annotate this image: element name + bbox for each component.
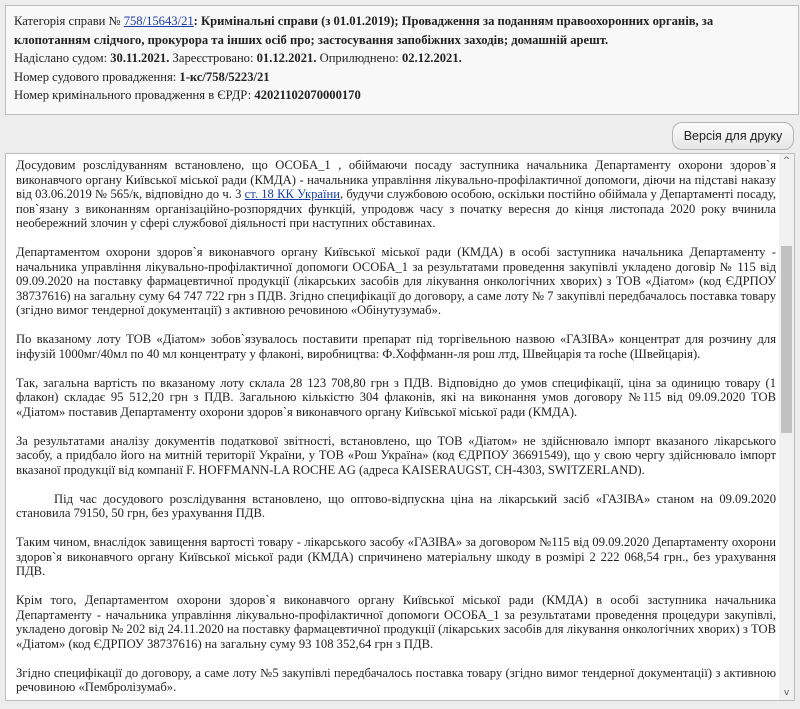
paragraph: За результатами аналізу документів податкової звітності, встановлено, що ТОВ «Діатом» не здійснювало імпорт вказаного лікарського засобу, а придбало його на митній території України, у ТОВ «Рош Україна» (код ЄДРПОУ 36691549), що у свою чергу здійснювало імпорт вказаної продукції від компанії F. HOFFMANN-LA ROCHE AG (адреса KAISERAUGST, CH-4303, SWITZERLAND).	[16, 433, 776, 477]
case-number-link[interactable]: 758/15643/21	[123, 14, 194, 28]
scroll-down-icon[interactable]: v	[783, 688, 790, 698]
paragraph: По вказаному лоту ТОВ «Діатом» зобов`язувалось поставити препарат під торгівельною назвою «ГАЗІВА» концентрат для розчину для інфузій 1000мг/40мл по 40 мл концентрату у флаконі, виробництва: Ф.Хоффманн-ля рош лтд, Швейцарія та roche (Швейцарія).	[16, 332, 776, 361]
paragraph: Департаментом охорони здоров`я виконавчого органу Київської міської ради (КМДА) в особі заступника начальника Департаменту - начальника управління лікувально-профілактичної допомоги ОСОБА_1 за результатами проведення закупівлі укладено договір № 115 від 09.09.2020 на поставку фармацевтичної продукції (лікарських засобів для лікування онкологічних хворих) з ТОВ «Діатом» (код ЄДРПОУ 38737616) на загальну суму 64 747 722 грн з ПДВ. Згідно специфікації до договору, а саме лоту № 7 закупівлі передбачалось поставка товару (згідно вимог тендерної документації) з активною речовиною «Обінутузумаб».	[16, 245, 776, 317]
paragraph: Згідно специфікації до договору, а саме лоту №5 закупівлі передбачалось поставка товару (згідно вимог тендерної документації) з активною речовиною «Пембролізумаб».	[16, 665, 776, 694]
scrollbar-thumb[interactable]	[781, 246, 792, 433]
erdr-number: Номер кримінального провадження в ЄРДР: 42021102070000170	[14, 88, 361, 102]
paragraph: Крім того, Департаментом охорони здоров`я виконавчого органу Київської міської ради (КМДА) в особі заступника начальника Департаменту - начальника управління лікувально-профілактичної допомоги ОСОБА_1 за результатами проведення процедури закупівлі, укладено договір № 202 від 24.11.2020 на поставку фармацевтичної продукції (лікарських засобів для лікування онкологічних хворих) з ТОВ «Діатом» (код ЄДРПОУ 38737616) на загальну суму 93 108 352,64 грн з ПДВ.	[16, 593, 776, 651]
law-article-link[interactable]: ст. 18 КК України	[244, 187, 340, 201]
document-body	[16, 158, 776, 709]
vertical-scrollbar[interactable]	[779, 154, 794, 700]
document-text-panel[interactable]	[5, 153, 795, 701]
paragraph: Під час досудового розслідування встановлено, що оптово-відпускна ціна на лікарський засіб «ГАЗІВА» станом на 09.09.2020 становила 79150, 50 грн, без урахування ПДВ.	[16, 491, 776, 520]
case-dates: Надіслано судом: 30.11.2021. Зареєстровано: 01.12.2021. Оприлюднено: 02.12.2021.	[14, 51, 462, 65]
court-proceeding-number: Номер судового провадження: 1-кс/758/5223/21	[14, 69, 270, 84]
case-info-panel	[5, 5, 799, 115]
paragraph: Досудовим розслідуванням встановлено, що ОСОБА_1 , обіймаючи посаду заступника начальника Департаменту охорони здоров`я виконавчого органу Київської міської ради (КМДА) - начальника управління лікувально-профілактичної допомоги, діючи на підставі наказу від 03.06.2019 № 565/к, відповідно до ч. 3 ст. 18 КК України, будучи службовою особою, оскільки постійно обіймала у Департаменті посаду, пов`язану з виконанням організаційно-розпорядчих функцій, упродовж часу з початку вересня до кінця листопада 2020 року вчинила необережний злочин у сфері службової діяльності при наступних обставинах.	[16, 158, 776, 230]
paragraph: Таким чином, внаслідок завищення вартості товару - лікарського засобу «ГАЗІВА» за договором №115 від 09.09.2020 Департаменту охорони здоров`я виконавчого органу Київської міської ради (КМДА) спричинено матеріальну шкоду в розмірі 2 222 068,54 грн., без урахування ПДВ.	[16, 535, 776, 578]
paragraph: Так, загальна вартість по вказаному лоту склала 28 123 708,80 грн з ПДВ. Відповідно до умов специфікації, ціна за одиницю товару (1 флакон) складає 95 512,20 грн з ПДВ. Загальною кількістю 304 флаконів, які на виконання умов договору №115 від 09.09.2020 ТОВ «Діатом» поставив Департаменту охорони здоров`я виконавчого органу Київської міської ради (КМДА).	[16, 375, 776, 419]
case-category: Категорія справи № 758/15643/21: Кримінальні справи (з 01.01.2019); Провадження за поданням правоохоронних органів, за клопотанням слідчого, прокурора та інших осіб про; застосування запобіжних заходів; домашній арешт.	[14, 14, 714, 47]
print-version-button[interactable]: Версія для друку	[672, 122, 794, 150]
scroll-up-icon[interactable]: ^	[782, 156, 791, 166]
